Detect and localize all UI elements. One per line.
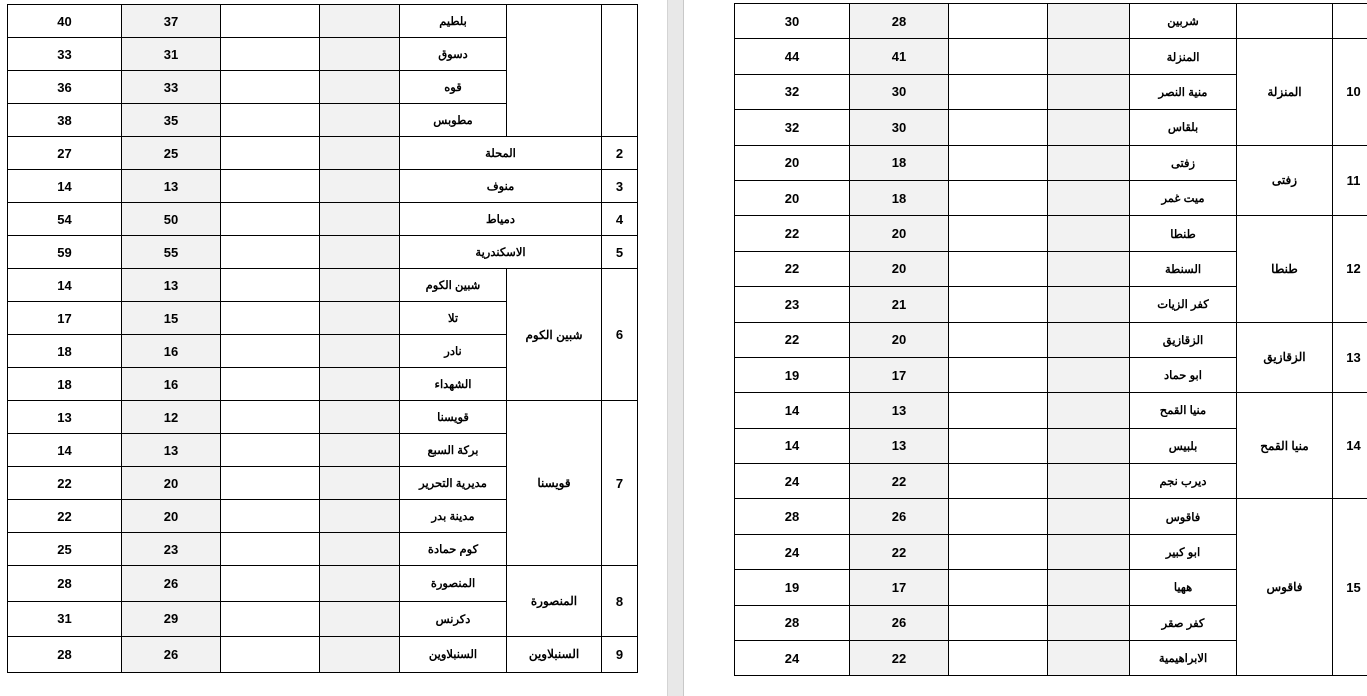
district-name-cell: ههيا [1130, 570, 1237, 605]
value-b-cell: 17 [850, 357, 949, 392]
value-a-cell: 31 [8, 601, 122, 637]
empty-cell [949, 180, 1048, 215]
district-name-cell: بلبيس [1130, 428, 1237, 463]
group-name-cell: المنزلة [1237, 39, 1333, 145]
group-name-cell: المنصورة [507, 566, 602, 637]
group-name-cell: السنبلاوين [507, 637, 602, 673]
group-name-cell: الزقازيق [1237, 322, 1333, 393]
value-a-cell: 20 [735, 145, 850, 180]
value-a-cell: 19 [735, 570, 850, 605]
table-row [735, 216, 1367, 251]
empty-cell [221, 368, 320, 401]
empty-shaded-cell [1048, 534, 1130, 569]
value-b-cell: 18 [850, 145, 949, 180]
value-b-cell: 13 [122, 434, 221, 467]
value-a-cell: 40 [8, 5, 122, 38]
district-name-cell: الابراهيمية [1130, 641, 1237, 676]
empty-cell [221, 601, 320, 637]
district-name-cell: بركة السبع [400, 434, 507, 467]
table-row [8, 637, 638, 673]
group-number-cell: 11 [1333, 145, 1367, 216]
value-b-cell: 13 [122, 269, 221, 302]
value-b-cell: 13 [850, 428, 949, 463]
group-number-cell: 5 [602, 236, 638, 269]
group-number-cell: 10 [1333, 39, 1367, 145]
table-row [735, 39, 1367, 74]
value-a-cell: 22 [735, 216, 850, 251]
value-a-cell: 22 [8, 500, 122, 533]
value-a-cell: 22 [735, 322, 850, 357]
empty-shaded-cell [1048, 570, 1130, 605]
value-b-cell: 22 [850, 534, 949, 569]
group-number-cell: 3 [602, 170, 638, 203]
table-row [735, 322, 1367, 357]
value-a-cell: 32 [735, 110, 850, 145]
value-a-cell: 28 [8, 566, 122, 602]
empty-shaded-cell [1048, 180, 1130, 215]
table-row [735, 4, 1367, 39]
district-name-cell: منوف [400, 170, 602, 203]
value-b-cell: 20 [122, 500, 221, 533]
group-number-cell: 12 [1333, 216, 1367, 322]
empty-cell [221, 5, 320, 38]
group-name-cell: منيا القمح [1237, 393, 1333, 499]
district-name-cell: قوه [400, 71, 507, 104]
group-number-cell: 7 [602, 401, 638, 566]
empty-shaded-cell [1048, 464, 1130, 499]
district-name-cell: نادر [400, 335, 507, 368]
empty-cell [949, 570, 1048, 605]
empty-shaded-cell [1048, 74, 1130, 109]
table-row [735, 499, 1367, 534]
empty-shaded-cell [320, 269, 400, 302]
empty-shaded-cell [320, 467, 400, 500]
district-name-cell: كفر الزيات [1130, 287, 1237, 322]
table-row [8, 566, 638, 602]
table-row [8, 401, 638, 434]
empty-shaded-cell [1048, 4, 1130, 39]
empty-shaded-cell [320, 203, 400, 236]
value-b-cell: 16 [122, 368, 221, 401]
value-a-cell: 17 [8, 302, 122, 335]
empty-cell [221, 533, 320, 566]
district-name-cell: المحلة [400, 137, 602, 170]
value-a-cell: 32 [735, 74, 850, 109]
empty-cell [221, 401, 320, 434]
empty-shaded-cell [1048, 499, 1130, 534]
value-b-cell: 20 [850, 322, 949, 357]
district-name-cell: مديرية التحرير [400, 467, 507, 500]
value-a-cell: 14 [735, 428, 850, 463]
value-b-cell: 23 [122, 533, 221, 566]
value-b-cell: 41 [850, 39, 949, 74]
empty-cell [221, 38, 320, 71]
district-name-cell: قويسنا [400, 401, 507, 434]
empty-shaded-cell [320, 335, 400, 368]
value-b-cell: 28 [850, 4, 949, 39]
table-row [8, 203, 638, 236]
empty-cell [221, 302, 320, 335]
empty-cell [949, 605, 1048, 640]
value-a-cell: 14 [8, 170, 122, 203]
group-number-cell: 8 [602, 566, 638, 637]
empty-cell [221, 137, 320, 170]
empty-cell [221, 467, 320, 500]
table-row [8, 236, 638, 269]
value-a-cell: 23 [735, 287, 850, 322]
empty-shaded-cell [320, 5, 400, 38]
value-b-cell: 55 [122, 236, 221, 269]
empty-shaded-cell [320, 434, 400, 467]
empty-cell [949, 641, 1048, 676]
district-name-cell: دسوق [400, 38, 507, 71]
value-a-cell: 13 [8, 401, 122, 434]
group-name-cell: فاقوس [1237, 499, 1333, 676]
value-b-cell: 26 [850, 605, 949, 640]
group-number-cell: 6 [602, 269, 638, 401]
value-a-cell: 28 [8, 637, 122, 673]
empty-cell [949, 322, 1048, 357]
table-row [8, 269, 638, 302]
empty-cell [221, 269, 320, 302]
empty-cell [949, 39, 1048, 74]
empty-cell [221, 335, 320, 368]
value-a-cell: 27 [8, 137, 122, 170]
empty-cell [221, 637, 320, 673]
group-number-cell [602, 5, 638, 137]
districts-table-left [7, 4, 638, 673]
value-a-cell: 54 [8, 203, 122, 236]
value-b-cell: 22 [850, 464, 949, 499]
empty-cell [949, 4, 1048, 39]
district-name-cell: الزقازيق [1130, 322, 1237, 357]
empty-cell [949, 464, 1048, 499]
empty-shaded-cell [1048, 322, 1130, 357]
district-name-cell: دكرنس [400, 601, 507, 637]
value-b-cell: 29 [122, 601, 221, 637]
district-name-cell: شبين الكوم [400, 269, 507, 302]
empty-shaded-cell [320, 566, 400, 602]
value-b-cell: 22 [850, 641, 949, 676]
empty-cell [949, 145, 1048, 180]
district-name-cell: دمياط [400, 203, 602, 236]
empty-cell [221, 170, 320, 203]
value-a-cell: 14 [8, 434, 122, 467]
district-name-cell: المنزلة [1130, 39, 1237, 74]
group-number-cell [1333, 4, 1367, 39]
value-a-cell: 14 [8, 269, 122, 302]
district-name-cell: السنبلاوين [400, 637, 507, 673]
empty-shaded-cell [1048, 357, 1130, 392]
empty-cell [949, 74, 1048, 109]
value-a-cell: 25 [8, 533, 122, 566]
value-b-cell: 26 [122, 566, 221, 602]
group-number-cell: 9 [602, 637, 638, 673]
empty-shaded-cell [1048, 216, 1130, 251]
table-row [8, 170, 638, 203]
empty-shaded-cell [1048, 251, 1130, 286]
empty-cell [949, 428, 1048, 463]
district-name-cell: تلا [400, 302, 507, 335]
value-b-cell: 30 [850, 110, 949, 145]
value-b-cell: 50 [122, 203, 221, 236]
table-row [8, 137, 638, 170]
value-a-cell: 28 [735, 605, 850, 640]
district-name-cell: منيا القمح [1130, 393, 1237, 428]
empty-shaded-cell [1048, 110, 1130, 145]
value-b-cell: 31 [122, 38, 221, 71]
empty-cell [949, 251, 1048, 286]
value-b-cell: 16 [122, 335, 221, 368]
empty-cell [949, 110, 1048, 145]
value-b-cell: 13 [122, 170, 221, 203]
empty-cell [221, 203, 320, 236]
value-b-cell: 18 [850, 180, 949, 215]
district-name-cell: فاقوس [1130, 499, 1237, 534]
value-b-cell: 25 [122, 137, 221, 170]
page-gutter [667, 0, 684, 696]
value-a-cell: 24 [735, 534, 850, 569]
empty-cell [949, 357, 1048, 392]
value-a-cell: 18 [8, 368, 122, 401]
group-name-cell [507, 5, 602, 137]
empty-shaded-cell [320, 368, 400, 401]
value-b-cell: 21 [850, 287, 949, 322]
empty-shaded-cell [320, 170, 400, 203]
group-number-cell: 15 [1333, 499, 1367, 676]
district-name-cell: بلطيم [400, 5, 507, 38]
value-b-cell: 33 [122, 71, 221, 104]
value-a-cell: 19 [735, 357, 850, 392]
group-name-cell: زفتى [1237, 145, 1333, 216]
value-a-cell: 38 [8, 104, 122, 137]
district-name-cell: ابو كبير [1130, 534, 1237, 569]
district-name-cell: المنصورة [400, 566, 507, 602]
district-name-cell: زفتى [1130, 145, 1237, 180]
empty-cell [221, 71, 320, 104]
empty-cell [221, 104, 320, 137]
empty-cell [949, 499, 1048, 534]
value-b-cell: 17 [850, 570, 949, 605]
value-a-cell: 14 [735, 393, 850, 428]
group-name-cell [1237, 4, 1333, 39]
district-name-cell: مطوبس [400, 104, 507, 137]
value-b-cell: 12 [122, 401, 221, 434]
empty-cell [221, 434, 320, 467]
value-a-cell: 33 [8, 38, 122, 71]
district-name-cell: كوم حمادة [400, 533, 507, 566]
value-a-cell: 24 [735, 641, 850, 676]
value-b-cell: 15 [122, 302, 221, 335]
value-b-cell: 26 [850, 499, 949, 534]
value-b-cell: 20 [850, 216, 949, 251]
value-a-cell: 36 [8, 71, 122, 104]
empty-shaded-cell [320, 104, 400, 137]
districts-table-right [734, 3, 1367, 676]
value-a-cell: 28 [735, 499, 850, 534]
value-b-cell: 26 [122, 637, 221, 673]
district-name-cell: ميت غمر [1130, 180, 1237, 215]
group-number-cell: 13 [1333, 322, 1367, 393]
group-name-cell: قويسنا [507, 401, 602, 566]
value-b-cell: 30 [850, 74, 949, 109]
empty-cell [949, 287, 1048, 322]
empty-shaded-cell [320, 637, 400, 673]
empty-cell [221, 236, 320, 269]
empty-shaded-cell [1048, 605, 1130, 640]
value-a-cell: 30 [735, 4, 850, 39]
group-name-cell: شبين الكوم [507, 269, 602, 401]
empty-cell [949, 216, 1048, 251]
value-b-cell: 37 [122, 5, 221, 38]
district-name-cell: ابو حماد [1130, 357, 1237, 392]
empty-shaded-cell [320, 137, 400, 170]
value-b-cell: 35 [122, 104, 221, 137]
document-page-right [684, 0, 1367, 696]
value-a-cell: 18 [8, 335, 122, 368]
value-b-cell: 20 [850, 251, 949, 286]
empty-shaded-cell [1048, 39, 1130, 74]
district-name-cell: الاسكندرية [400, 236, 602, 269]
value-b-cell: 13 [850, 393, 949, 428]
empty-shaded-cell [320, 500, 400, 533]
value-b-cell: 20 [122, 467, 221, 500]
group-number-cell: 4 [602, 203, 638, 236]
district-name-cell: بلقاس [1130, 110, 1237, 145]
empty-shaded-cell [1048, 428, 1130, 463]
district-name-cell: الشهداء [400, 368, 507, 401]
empty-shaded-cell [1048, 641, 1130, 676]
empty-shaded-cell [320, 533, 400, 566]
empty-shaded-cell [320, 302, 400, 335]
district-name-cell: مدينة بدر [400, 500, 507, 533]
district-name-cell: شربين [1130, 4, 1237, 39]
district-name-cell: كفر صقر [1130, 605, 1237, 640]
district-name-cell: السنطة [1130, 251, 1237, 286]
empty-shaded-cell [320, 38, 400, 71]
empty-shaded-cell [320, 71, 400, 104]
group-name-cell: طنطا [1237, 216, 1333, 322]
empty-shaded-cell [320, 401, 400, 434]
table-row [735, 393, 1367, 428]
value-a-cell: 22 [735, 251, 850, 286]
district-name-cell: طنطا [1130, 216, 1237, 251]
table-row [735, 145, 1367, 180]
table-row [8, 5, 638, 38]
empty-shaded-cell [1048, 393, 1130, 428]
district-name-cell: منية النصر [1130, 74, 1237, 109]
document-page-left [0, 0, 667, 696]
empty-shaded-cell [1048, 145, 1130, 180]
value-a-cell: 24 [735, 464, 850, 499]
value-a-cell: 20 [735, 180, 850, 215]
empty-shaded-cell [1048, 287, 1130, 322]
empty-shaded-cell [320, 236, 400, 269]
empty-cell [949, 393, 1048, 428]
empty-shaded-cell [320, 601, 400, 637]
value-a-cell: 44 [735, 39, 850, 74]
group-number-cell: 2 [602, 137, 638, 170]
district-name-cell: ديرب نجم [1130, 464, 1237, 499]
value-a-cell: 59 [8, 236, 122, 269]
empty-cell [221, 500, 320, 533]
value-a-cell: 22 [8, 467, 122, 500]
empty-cell [949, 534, 1048, 569]
group-number-cell: 14 [1333, 393, 1367, 499]
empty-cell [221, 566, 320, 602]
